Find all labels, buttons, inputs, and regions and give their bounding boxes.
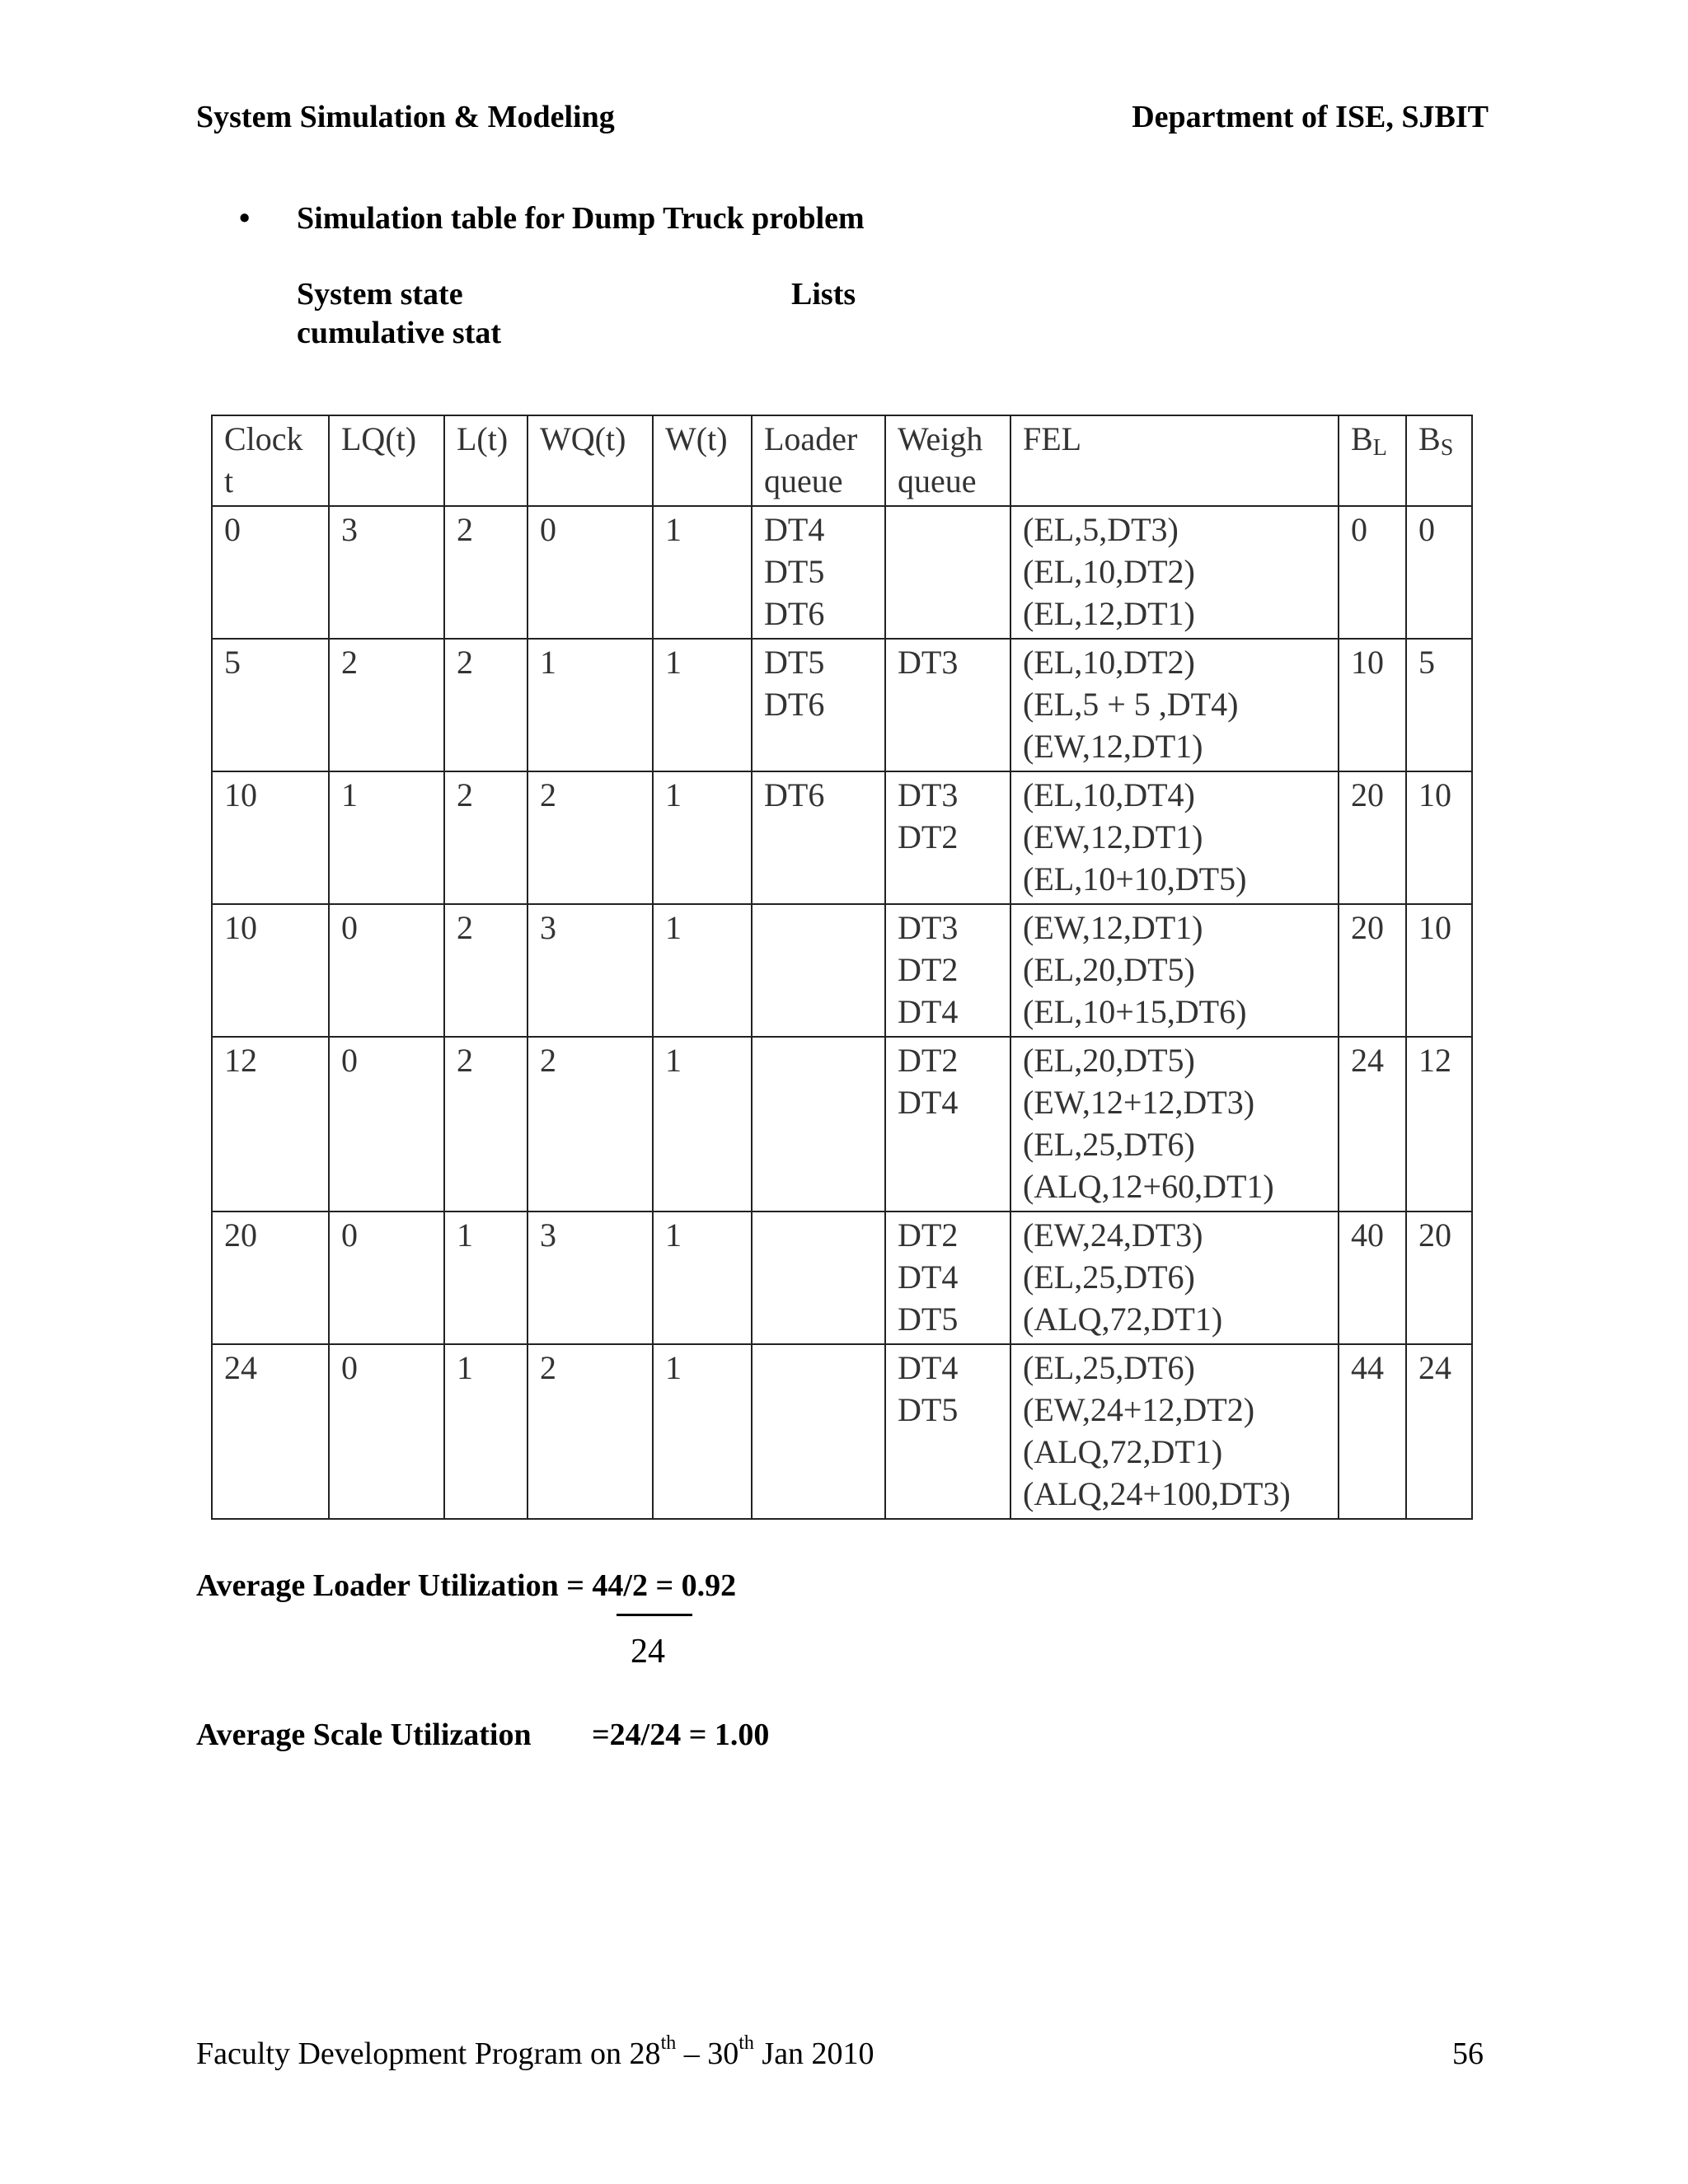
cell-weigh-entry: DT2 [898, 1216, 959, 1254]
cell-fel [1010, 1212, 1339, 1344]
bl-subscript: L [1372, 435, 1387, 461]
simulation-table [211, 415, 1473, 1520]
col-header-l: L(t) [444, 415, 528, 506]
cell-weigh-entry: DT4 [898, 1258, 959, 1296]
header-department: Department of ISE, SJBIT [1132, 100, 1489, 134]
cell-clock: 10 [212, 904, 329, 1037]
cell-wq: 1 [528, 639, 653, 771]
table-row [212, 1037, 1472, 1212]
col-header-clock-line2: t [224, 462, 234, 499]
cell-wq: 0 [528, 506, 653, 639]
col-header-wq: WQ(t) [528, 415, 653, 506]
cell-weigh-entry: DT3 [898, 909, 959, 946]
cell-bl: 20 [1339, 904, 1406, 1037]
cell-loader-entry: DT4 [764, 511, 825, 548]
cell-fel-entry: (ALQ,12+60,DT1) [1023, 1168, 1274, 1205]
header-title: System Simulation & Modeling [196, 100, 615, 134]
cell-fel-entry: (EL,25,DT6) [1023, 1258, 1195, 1296]
cell-weigh [885, 639, 1010, 771]
col-header-loader-line2: queue [764, 462, 843, 499]
table-row [212, 904, 1472, 1037]
cell-loader-entry: DT5 [764, 553, 825, 590]
cell-lq: 1 [329, 771, 444, 904]
cell-fel [1010, 506, 1339, 639]
cell-fel-entry: (EL,10,DT2) [1023, 553, 1195, 590]
cell-clock: 12 [212, 1037, 329, 1212]
cell-l: 2 [444, 506, 528, 639]
cell-fel-entry: (EL,25,DT6) [1023, 1349, 1195, 1386]
bs-base: B [1418, 420, 1441, 457]
cell-wq: 3 [528, 1212, 653, 1344]
cell-loader-entry: DT5 [764, 644, 825, 681]
cell-fel-entry: (EL,5,DT3) [1023, 511, 1179, 548]
scale-utilization-label: Average Scale Utilization [196, 1718, 532, 1752]
col-header-clock [212, 415, 329, 506]
cell-bs: 20 [1406, 1212, 1472, 1344]
cell-fel-entry: (EW,12,DT1) [1023, 728, 1203, 765]
cell-fel-entry: (EL,25,DT6) [1023, 1126, 1195, 1163]
cell-lq: 2 [329, 639, 444, 771]
cell-clock: 20 [212, 1212, 329, 1344]
col-header-lq: LQ(t) [329, 415, 444, 506]
footer-sup2: th [738, 2032, 754, 2055]
footer-sup1: th [660, 2032, 677, 2055]
cell-weigh-entry: DT5 [898, 1391, 959, 1428]
cell-clock: 24 [212, 1344, 329, 1519]
cell-weigh [885, 1212, 1010, 1344]
col-header-fel: FEL [1010, 415, 1339, 506]
cell-l: 2 [444, 904, 528, 1037]
cell-fel-entry: (EL,10+10,DT5) [1023, 860, 1247, 898]
table-row [212, 1344, 1472, 1519]
cell-weigh-entry: DT2 [898, 818, 959, 855]
cell-fel-entry: (EL,10,DT2) [1023, 644, 1195, 681]
cell-fel-entry: (EL,10,DT4) [1023, 776, 1195, 813]
col-header-loader-queue [752, 415, 885, 506]
cell-fel [1010, 904, 1339, 1037]
footer-prefix: Faculty Development Program on 28 [196, 2036, 661, 2071]
cell-w: 1 [653, 1344, 752, 1519]
cell-l: 2 [444, 771, 528, 904]
cell-bs: 12 [1406, 1037, 1472, 1212]
footer-program [196, 2032, 874, 2072]
cell-w: 1 [653, 1212, 752, 1344]
fraction-bar [617, 1614, 692, 1616]
col-header-bs [1406, 415, 1472, 506]
cell-weigh-entry: DT4 [898, 1084, 959, 1121]
col-header-clock-line1: Clock [224, 420, 303, 457]
cumulative-stat-label: cumulative stat [297, 316, 502, 350]
cell-wq: 2 [528, 1344, 653, 1519]
cell-bs: 5 [1406, 639, 1472, 771]
cell-fel-entry: (ALQ,24+100,DT3) [1023, 1475, 1291, 1512]
cell-l: 1 [444, 1344, 528, 1519]
loader-utilization-denominator: 24 [631, 1633, 665, 1671]
cell-bs: 0 [1406, 506, 1472, 639]
col-header-weigh-line1: Weigh [898, 420, 983, 457]
col-header-w: W(t) [653, 415, 752, 506]
cell-weigh-entry: DT3 [898, 776, 959, 813]
cell-weigh-entry: DT2 [898, 951, 959, 988]
cell-l: 2 [444, 1037, 528, 1212]
cell-loader-entry: DT6 [764, 776, 825, 813]
cell-lq: 0 [329, 1212, 444, 1344]
cell-weigh-entry: DT2 [898, 1042, 959, 1079]
bullet-icon: • [239, 201, 251, 236]
lists-label: Lists [791, 277, 856, 312]
cell-w: 1 [653, 506, 752, 639]
col-header-loader-line1: Loader [764, 420, 858, 457]
cell-fel-entry: (ALQ,72,DT1) [1023, 1301, 1223, 1338]
cell-weigh-entry: DT3 [898, 644, 959, 681]
cell-fel [1010, 771, 1339, 904]
cell-bs: 10 [1406, 904, 1472, 1037]
cell-fel [1010, 639, 1339, 771]
cell-clock: 0 [212, 506, 329, 639]
cell-fel-entry: (EL,12,DT1) [1023, 595, 1195, 632]
table-row [212, 506, 1472, 639]
cell-loader [752, 1037, 885, 1212]
cell-fel [1010, 1037, 1339, 1212]
cell-fel-entry: (EL,5 + 5 ,DT4) [1023, 686, 1239, 723]
cell-fel-entry: (EW,24+12,DT2) [1023, 1391, 1255, 1428]
cell-weigh-entry: DT4 [898, 993, 959, 1030]
cell-wq: 2 [528, 771, 653, 904]
cell-wq: 3 [528, 904, 653, 1037]
cell-fel-entry: (EW,24,DT3) [1023, 1216, 1203, 1254]
col-header-weigh-queue [885, 415, 1010, 506]
col-header-weigh-line2: queue [898, 462, 977, 499]
cell-fel-entry: (EL,20,DT5) [1023, 1042, 1195, 1079]
cell-weigh-entry: DT5 [898, 1301, 959, 1338]
cell-w: 1 [653, 639, 752, 771]
cell-bl: 44 [1339, 1344, 1406, 1519]
system-state-label: System state [297, 277, 463, 312]
cell-loader-entry: DT6 [764, 686, 825, 723]
bs-subscript: S [1440, 435, 1454, 461]
cell-loader [752, 506, 885, 639]
cell-lq: 0 [329, 1344, 444, 1519]
loader-utilization: Average Loader Utilization = 44/2 = 0.92 [196, 1568, 737, 1603]
cell-fel-entry: (EW,12,DT1) [1023, 909, 1203, 946]
cell-fel-entry: (EL,20,DT5) [1023, 951, 1195, 988]
cell-clock: 5 [212, 639, 329, 771]
cell-fel-entry: (EL,10+15,DT6) [1023, 993, 1247, 1030]
table-row [212, 1212, 1472, 1344]
cell-w: 1 [653, 904, 752, 1037]
cell-clock: 10 [212, 771, 329, 904]
cell-lq: 0 [329, 1037, 444, 1212]
table-header-row [212, 415, 1472, 506]
cell-bs: 24 [1406, 1344, 1472, 1519]
cell-l: 2 [444, 639, 528, 771]
cell-loader [752, 1212, 885, 1344]
table-row [212, 771, 1472, 904]
footer-suffix: Jan 2010 [753, 2036, 874, 2071]
cell-weigh [885, 506, 1010, 639]
cell-bs: 10 [1406, 771, 1472, 904]
page-number: 56 [1452, 2036, 1484, 2071]
cell-loader-entry: DT6 [764, 595, 825, 632]
cell-lq: 3 [329, 506, 444, 639]
cell-fel-entry: (EW,12,DT1) [1023, 818, 1203, 855]
cell-loader [752, 771, 885, 904]
cell-loader [752, 1344, 885, 1519]
col-header-bl [1339, 415, 1406, 506]
cell-weigh [885, 771, 1010, 904]
cell-fel-entry: (EW,12+12,DT3) [1023, 1084, 1255, 1121]
cell-weigh [885, 1037, 1010, 1212]
cell-bl: 20 [1339, 771, 1406, 904]
cell-bl: 0 [1339, 506, 1406, 639]
cell-wq: 2 [528, 1037, 653, 1212]
cell-w: 1 [653, 1037, 752, 1212]
footer-middle: – 30 [676, 2036, 739, 2071]
cell-lq: 0 [329, 904, 444, 1037]
scale-utilization-value: =24/24 = 1.00 [592, 1718, 770, 1752]
cell-fel [1010, 1344, 1339, 1519]
cell-w: 1 [653, 771, 752, 904]
cell-weigh [885, 1344, 1010, 1519]
cell-weigh [885, 904, 1010, 1037]
table-row [212, 639, 1472, 771]
cell-l: 1 [444, 1212, 528, 1344]
section-title: Simulation table for Dump Truck problem [297, 201, 865, 236]
cell-weigh-entry: DT4 [898, 1349, 959, 1386]
cell-bl: 40 [1339, 1212, 1406, 1344]
cell-fel-entry: (ALQ,72,DT1) [1023, 1433, 1223, 1470]
cell-loader [752, 904, 885, 1037]
bl-base: B [1351, 420, 1373, 457]
cell-bl: 10 [1339, 639, 1406, 771]
cell-loader [752, 639, 885, 771]
cell-bl: 24 [1339, 1037, 1406, 1212]
